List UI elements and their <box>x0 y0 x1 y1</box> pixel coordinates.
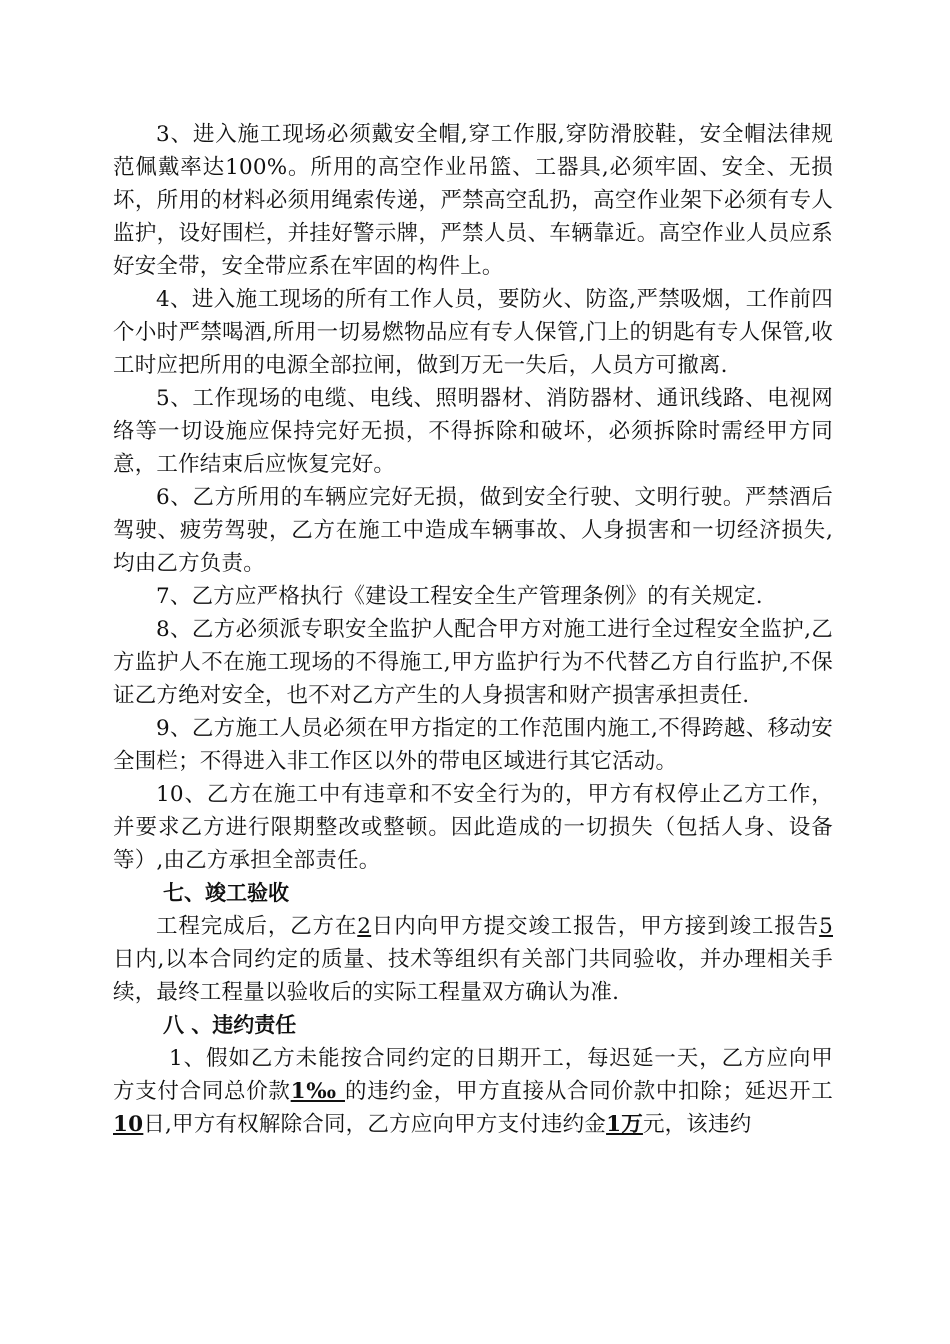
clause-9: 9、乙方施工人员必须在甲方指定的工作范围内施工,不得跨越、移动安全围栏；不得进入非工作区以外的带电区域进行其它活动。 <box>113 716 833 774</box>
report-days: 2 <box>357 914 372 939</box>
section-8-text-b: 的违约金，甲方直接从合同价款中扣除；延迟开工 <box>344 1079 833 1104</box>
section-8-text-d: 元，该违约 <box>642 1112 752 1137</box>
section-8-text-a: 1、假如乙方未能按合同约定的日期开工，每迟延一天，乙方应向甲方支付合同总价款 <box>113 1046 833 1104</box>
clause-4: 4、进入施工现场的所有工作人员，要防火、防盗,严禁吸烟，工作前四个小时严禁喝酒,所用一切易燃物品应有专人保管,门上的钥匙有专人保管,收工时应把所用的电源全部拉闸，做到万无一失后，人员方可撤离. <box>113 287 833 378</box>
penalty-amount: 1万 <box>606 1112 643 1137</box>
clause-10: 10、乙方在施工中有违章和不安全行为的，甲方有权停止乙方工作，并要求乙方进行限期整改或整顿。因此造成的一切损失（包括人身、设备等）,由乙方承担全部责任。 <box>113 782 833 873</box>
clause-5: 5、工作现场的电缆、电线、照明器材、消防器材、通讯线路、电视网络等一切设施应保持完好无损，不得拆除和破坏，必须拆除时需经甲方同意，工作结束后应恢复完好。 <box>113 386 833 477</box>
section-7-body <box>113 910 833 1009</box>
section-7-text-b: 日内向甲方提交竣工报告，甲方接到竣工报告 <box>371 914 820 939</box>
penalty-rate: 1‰ <box>290 1079 345 1104</box>
delay-days: 10 <box>113 1112 144 1137</box>
clause-7: 7、乙方应严格执行《建设工程安全生产管理条例》的有关规定. <box>156 584 763 609</box>
section-8-text-c: 日,甲方有权解除合同，乙方应向甲方支付违约金 <box>143 1112 607 1137</box>
section-8-body <box>113 1042 833 1141</box>
document-page <box>113 118 833 1141</box>
clause-3: 3、进入施工现场必须戴安全帽,穿工作服,穿防滑胶鞋，安全帽法律规范佩戴率达100%。所用的高空作业吊篮、工器具,必须牢固、安全、无损坏，所用的材料必须用绳索传递，严禁高空乱扔，高空作业架下必须有专人监护，设好围栏，并挂好警示牌，严禁人员、车辆靠近。高空作业人员应系好安全带，安全带应系在牢固的构件上。 <box>113 122 833 279</box>
section-7-text-c: 日内,以本合同约定的质量、技术等组织有关部门共同验收，并办理相关手续，最终工程量以验收后的实际工程量双方确认为准. <box>113 947 833 1005</box>
section-7-text-a: 工程完成后，乙方在 <box>156 914 358 939</box>
clause-6: 6、乙方所用的车辆应完好无损，做到安全行驶、文明行驶。严禁酒后驾驶、疲劳驾驶，乙方在施工中造成车辆事故、人身损害和一切经济损失,均由乙方负责。 <box>113 485 833 576</box>
section-8-heading: 八 、违约责任 <box>163 1013 297 1037</box>
section-7-heading: 七、竣工验收 <box>163 881 289 905</box>
acceptance-days: 5 <box>819 914 833 939</box>
clause-8: 8、乙方必须派专职安全监护人配合甲方对施工进行全过程安全监护,乙方监护人不在施工现场的不得施工,甲方监护行为不代替乙方自行监护,不保证乙方绝对安全，也不对乙方产生的人身损害和财产损害承担责任. <box>113 617 833 708</box>
